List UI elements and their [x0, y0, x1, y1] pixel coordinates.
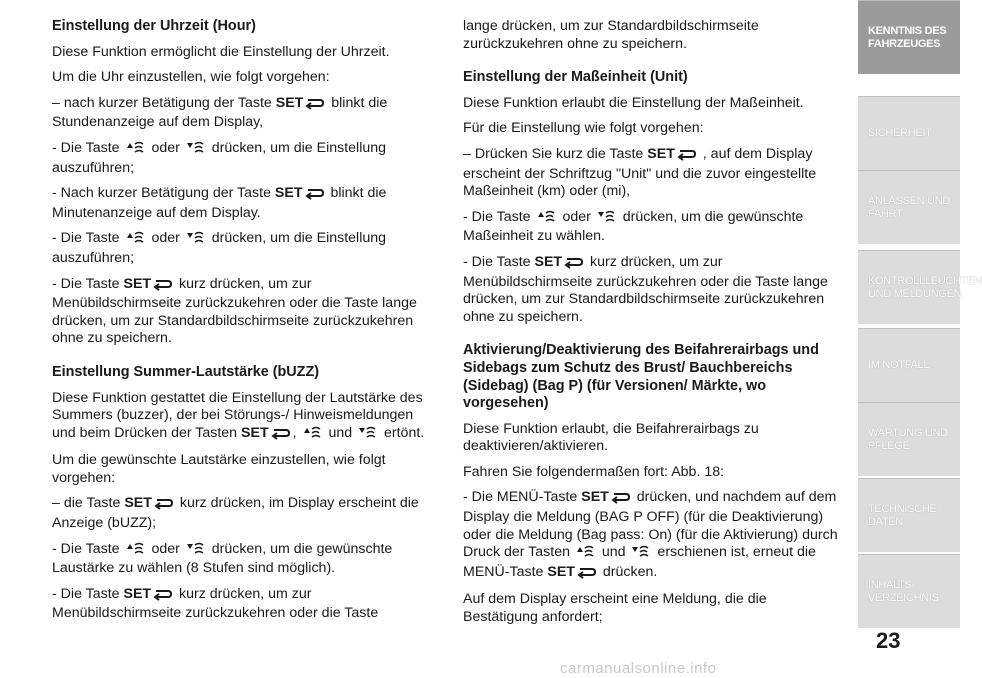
paragraph: Um die gewünschte Lautstärke einzustellen, wie folgt vorgehen: [52, 452, 386, 486]
tab-sicherheit[interactable]: SICHERHEIT [858, 96, 960, 170]
set-label: SET [534, 253, 563, 270]
paragraph: Diese Funktion erlaubt die Einstellung der Maßeinheit. [463, 94, 804, 111]
set-enter-icon [564, 256, 584, 274]
set-enter-icon [305, 187, 325, 205]
paragraph: – nach kurzer Betätigung der Taste SET blinkt die Stundenanzeige auf dem Display, [52, 94, 388, 131]
paragraph: Fahren Sie folgendermaßen fort: Abb. 18: [463, 463, 725, 480]
set-enter-icon [677, 148, 697, 166]
set-label: SET [275, 94, 304, 111]
set-label: SET [647, 145, 675, 162]
paragraph: - Die Taste oder drücken, um die Einstellung auszuführen; [52, 139, 387, 176]
paragraph: Für die Einstellung wie folgt vorgehen: [463, 120, 704, 137]
up-arrow-icon [576, 544, 596, 564]
up-arrow-icon [126, 541, 146, 561]
heading-buzz: Einstellung Summer-Lautstärke (bUZZ) [52, 363, 320, 380]
paragraph: - Nach kurzer Betätigung der Taste SET blinkt die Minutenanzeige auf dem Display. [52, 185, 387, 221]
set-enter-icon [154, 497, 174, 515]
tab-anlassen[interactable]: ANLASSEN UND FAHRT [858, 170, 960, 244]
up-arrow-icon [303, 425, 323, 445]
paragraph: - Die Taste SET kurz drücken, um zur Menübildschirmseite zurückzukehren oder die Taste lange drücken, um zur Standardbildschirmseite zurückzukehren ohne zu speichern. [463, 253, 828, 325]
paragraph: Diese Funktion erlaubt, die Beifahrerairbags zu deaktivieren/aktivieren. [463, 420, 759, 455]
watermark: carmanualsonline.info [560, 660, 717, 677]
tab-technische-daten[interactable]: TECHNISCHE DATEN [858, 478, 960, 552]
paragraph: Auf dem Display erscheint eine Meldung, die die Bestätigung anfordert; [463, 591, 767, 626]
paragraph: - Die Taste SET kurz drücken, um zur Menübildschirmseite zurückzukehren oder die Taste [52, 585, 379, 622]
paragraph: - Die MENÜ-Taste SET drücken, und nachdem auf dem Display die Meldung (BAG P OFF) (für die Deaktivierung) oder die Meldung (Bag pass: On) (für die Aktivierung) durch Druck der Tasten und erschienen ist, erneut die MENÜ-Taste SET drücken. [463, 489, 845, 583]
set-label: SET [241, 424, 269, 441]
right-column [463, 18, 845, 635]
chapter-sidebar [858, 0, 982, 678]
heading-unit: Einstellung der Maßeinheit (Unit) [463, 69, 688, 86]
down-arrow-icon [597, 209, 617, 229]
up-arrow-icon [537, 209, 557, 229]
set-enter-icon [577, 566, 597, 584]
set-label: SET [123, 585, 152, 602]
tab-kenntnis[interactable]: KENNTNIS DES FAHRZEUGES [858, 0, 960, 74]
down-arrow-icon [186, 230, 206, 250]
page-number: 23 [876, 628, 901, 653]
down-arrow-icon [631, 544, 651, 564]
paragraph: Diese Funktion gestattet die Einstellung der Lautstärke des Summers (buzzer), der bei Störungs-/ Hinweismeldungen und beim Drücken der Tasten SET , und ertönt. [52, 390, 438, 445]
tab-kontrollleuchten[interactable]: KONTROLLLEUCHTEN UND MELDUNGEN [858, 250, 960, 324]
paragraph: - Die Taste oder drücken, um die gewünschte Maßeinheit zu wählen. [463, 208, 804, 245]
up-arrow-icon [126, 140, 146, 160]
down-arrow-icon [186, 541, 206, 561]
up-arrow-icon [126, 230, 146, 250]
set-label: SET [123, 275, 152, 292]
paragraph: Diese Funktion ermöglicht die Einstellung der Uhrzeit. [52, 43, 390, 60]
set-enter-icon [271, 427, 291, 445]
tab-wartung[interactable]: WARTUNG UND PFLEGE [858, 402, 960, 476]
set-label: SET [124, 495, 152, 512]
down-arrow-icon [358, 425, 378, 445]
paragraph: - Die Taste oder drücken, um die gewünschte Laustärke zu wählen (8 Stufen sind möglich). [52, 540, 393, 577]
set-label: SET [547, 563, 575, 580]
paragraph: – die Taste SET kurz drücken, im Display erscheint die Anzeige (bUZZ); [52, 495, 419, 532]
paragraph: - Die Taste SET kurz drücken, um zur Menübildschirmseite zurückzukehren oder die Taste lange drücken, um zur Standardbildschirmseite zurückzukehren ohne zu speichern. [52, 275, 417, 347]
paragraph: – Drücken Sie kurz die Taste SET , auf dem Display erscheint der Schriftzug "Unit" und die zuvor eingestellte Maßeinheit (km) oder (mi), [463, 145, 817, 200]
heading-hour: Einstellung der Uhrzeit (Hour) [52, 18, 256, 34]
left-column [52, 18, 438, 631]
paragraph: lange drücken, um zur Standardbildschirmseite zurückzukehren ohne zu speichern. [463, 18, 759, 52]
tab-inhaltsverzeichnis[interactable]: INHALTS-VERZEICHNIS [858, 554, 960, 628]
tab-notfall[interactable]: IM NOTFALL [858, 328, 960, 402]
set-enter-icon [611, 491, 631, 509]
set-enter-icon [153, 588, 173, 606]
down-arrow-icon [186, 140, 206, 160]
set-enter-icon [153, 278, 173, 296]
paragraph: Um die Uhr einzustellen, wie folgt vorgehen: [52, 69, 330, 86]
set-enter-icon [305, 97, 325, 115]
set-label: SET [581, 489, 609, 506]
set-label: SET [274, 185, 303, 202]
heading-bag: Aktivierung/Deaktivierung des Beifahrerairbags und Sidebags zum Schutz des Brust/ Bauchbereichs (Sidebag) (Bag P) (für Versionen/ Märkte, wo vorgesehen) [463, 342, 819, 412]
paragraph: - Die Taste oder drücken, um die Einstellung auszuführen; [52, 230, 387, 266]
